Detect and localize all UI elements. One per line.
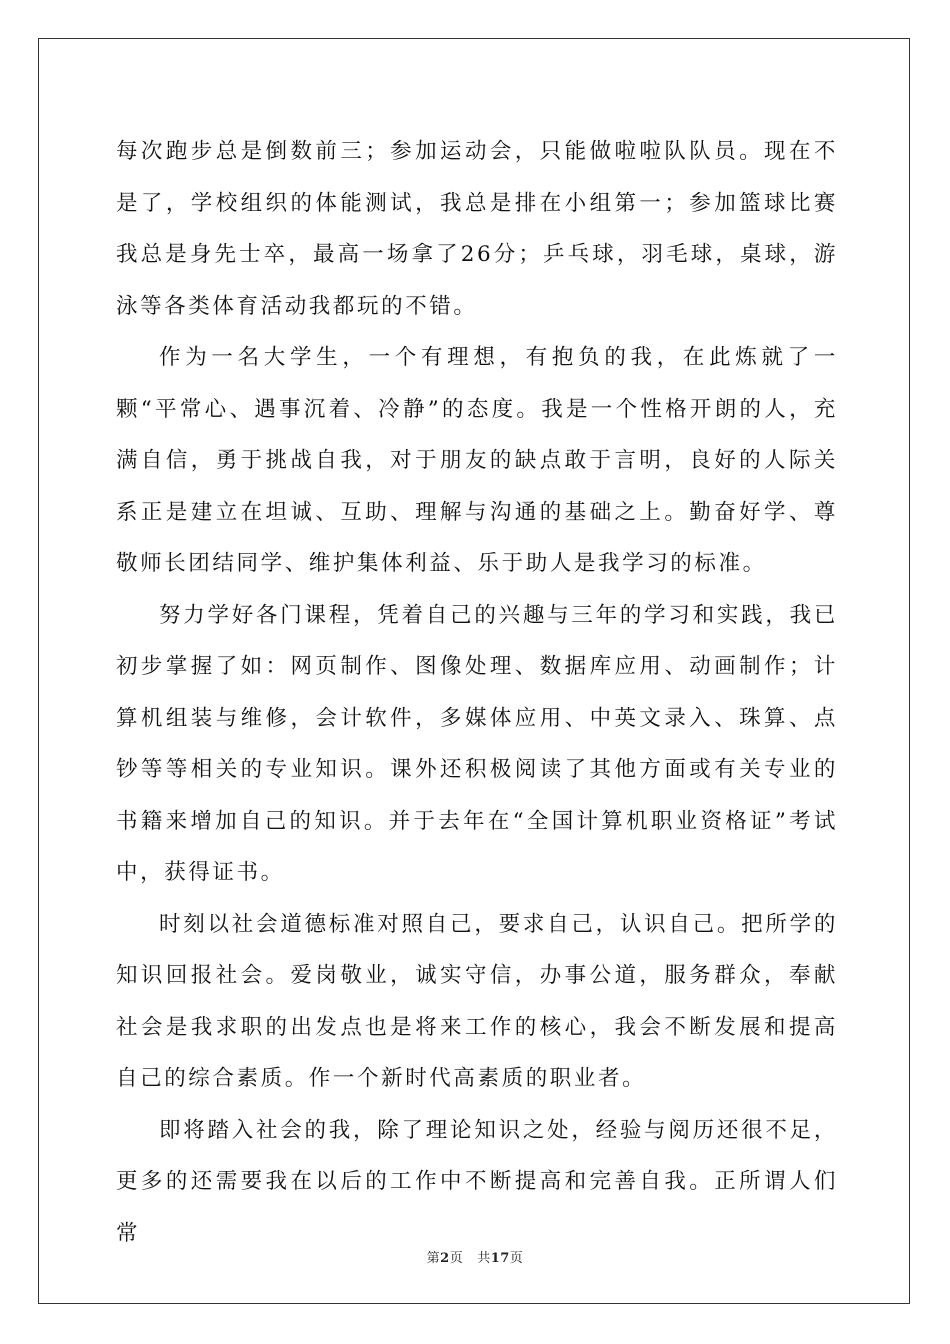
total-pages: 17 — [490, 1251, 510, 1266]
paragraph-2: 作为一名大学生，一个有理想，有抱负的我，在此炼就了一颗“平常心、遇事沉着、冷静”的态度。我是一个性格开朗的人，充满自信，勇于挑战自我，对于朋友的缺点敢于言明，良好的人际关系正是建立在坦诚、互助、理解与沟通的基础之上。勤奋好学、尊敬师长团结同学、维护集体利益、乐于助人是我学习的标准。 — [116, 345, 838, 576]
page-label-suffix: 页 — [449, 1251, 464, 1266]
page-label-prefix: 第 — [426, 1251, 441, 1266]
paragraph-3: 努力学好各门课程，凭着自己的兴趣与三年的学习和实践，我已初步掌握了如：网页制作、图像处理、数据库应用、动画制作；计算机组装与维修，会计软件，多媒体应用、中英文录入、珠算、点钞等等相关的专业知识。课外还积极阅读了其他方面或有关专业的书籍来增加自己的知识。并于去年在“全国计算机职业资格证”考试中，获得证书。 — [116, 602, 838, 885]
document-body — [116, 126, 838, 1259]
page-number: 2 — [440, 1251, 450, 1266]
paragraph-4: 时刻以社会道德标准对照自己，要求自己，认识自己。把所学的知识回报社会。爱岗敬业，诚实守信，办事公道，服务群众，奉献社会是我求职的出发点也是将来工作的核心，我会不断发展和提高自己的综合素质。作一个新时代高素质的职业者。 — [116, 911, 838, 1091]
paragraph-1: 每次跑步总是倒数前三；参加运动会，只能做啦啦队队员。现在不是了，学校组织的体能测试，我总是排在小组第一；参加篮球比赛我总是身先士卒，最高一场拿了26分；乒乓球，羽毛球，桌球，游泳等各类体育活动我都玩的不错。 — [116, 139, 838, 319]
page-footer — [0, 1247, 950, 1266]
paragraph-5: 即将踏入社会的我，除了理论知识之处，经验与阅历还很不足，更多的还需要我在以后的工作中不断提高和完善自我。正所谓人们常 — [116, 1117, 838, 1246]
total-label-suffix: 页 — [509, 1251, 524, 1266]
total-label-prefix: 共 — [477, 1251, 491, 1266]
